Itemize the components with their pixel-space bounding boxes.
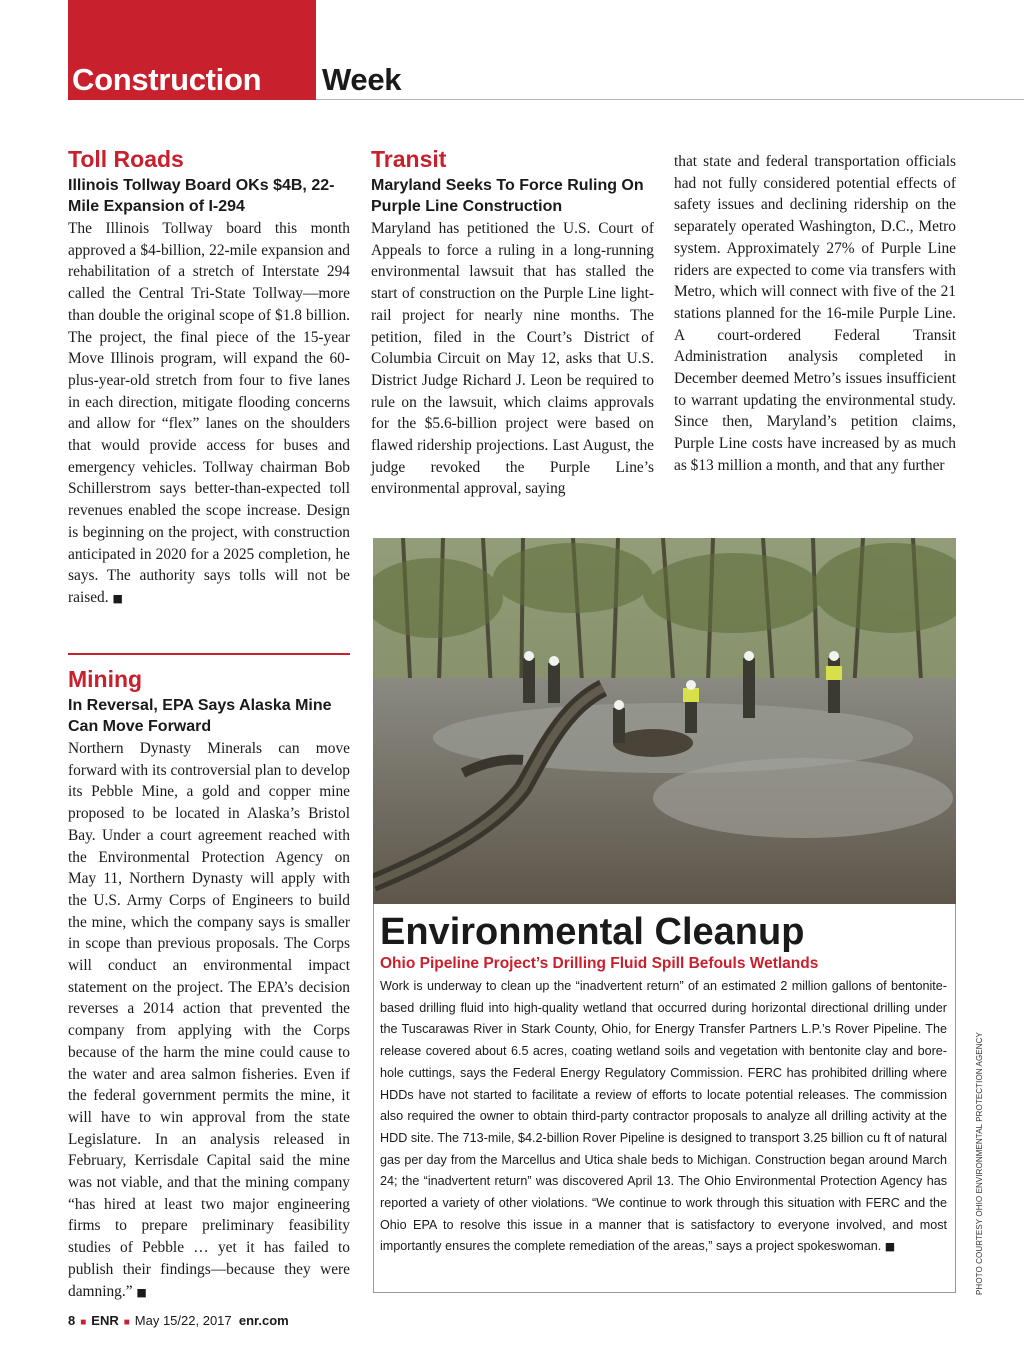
footer-separator-icon: ■: [123, 1317, 130, 1328]
transit-article: [371, 146, 654, 500]
section-title-construction: Construction: [72, 62, 262, 97]
environmental-cleanup-title: Environmental Cleanup: [380, 911, 805, 953]
transit-headline: Maryland Seeks To Force Ruling On Purple Line Construction: [371, 177, 644, 215]
toll-roads-article: [68, 146, 350, 610]
transit-category: Transit: [371, 146, 447, 172]
section-title-week: Week: [322, 62, 402, 97]
end-mark-icon: ■: [884, 1240, 896, 1254]
mining-category: Mining: [68, 666, 143, 692]
environmental-cleanup-subtitle: Ohio Pipeline Project’s Drilling Fluid Spill Befouls Wetlands: [380, 955, 819, 972]
transit-body-part2: that state and federal transportation officials had not fully considered potential effects of safety issues and declining ridership on the separately operated Washington, D.C., Metro system. Approximately 27% of Purple Line riders are expected to come via transfers with Metro, which will connect with five of the 21 stations planned for the 16-mile Purple Line. A court-ordered Federal Transit Administration analysis completed in December deemed Metro’s issues insufficient to warrant updating the environmental study. Since then, Maryland’s petition claims, Purple Line costs have increased by as much as $13 million a month, and that any further: [674, 153, 956, 474]
header-divider: [316, 99, 1024, 100]
section-divider: [68, 653, 350, 655]
mining-body: Northern Dynasty Minerals can move forward with its controversial plan to develop its Pebble Mine, a gold and copper mine proposed to be located in Alaska’s Bristol Bay. Under a court agreement reached with the Environmental Protection Agency on May 11, Northern Dynasty will apply with the U.S. Army Corps of Engineers to build the mine, which the company says is smaller in scope than previous proposals. The Corps will conduct an environmental impact statement on the project. The EPA’s decision reverses a 2014 action that prevented the company from applying with the Corps because of the harm the mine could cause to the water and area salmon fisheries. Even if the federal government permits the mine, it will have to win approval from the state Legislature. In an analysis released in February, Kerrisdale Capital said the mine was not viable, and that the mining company “has hired at least two major engineering firms to prepare preliminary feasibility studies of Pebble … yet it has failed to publish their findings—because they were damning.” ■: [68, 740, 350, 1300]
toll-roads-body: The Illinois Tollway board this month approved a $4-billion, 22-mile expansion and rehabilitation of a stretch of Interstate 294 called the Central Tri-State Tollway—more than double the original scope of $1.8 billion. The project, the final piece of the 15-year Move Illinois program, will expand the 60-plus-year-old stretch from four to five lanes in each direction, mitigate flooding concerns and allow for “flex” lanes on the shoulders that would provide access for buses and emergency vehicles. Tollway chairman Bob Schillerstrom says better-than-expected toll revenues enabled the scope increase. Design is beginning on the project, with construction anticipated in 2020 for a 2025 completion, he says. The authority says tolls will not be raised. ■: [68, 220, 350, 606]
toll-roads-category: Toll Roads: [68, 146, 184, 172]
transit-body-part1: Maryland has petitioned the U.S. Court of Appeals to force a ruling in a long-running environmental lawsuit that has stalled the start of construction on the Purple Line light-rail project for nearly nine months. The petition, filed in the Court’s District of Columbia Circuit on May 12, asks that U.S. District Judge Richard J. Leon be required to rule on the lawsuit, which claims approvals for the $5.6-billion project were based on flawed ridership projections. Last August, the judge revoked the Purple Line’s environmental approval, saying: [371, 220, 654, 498]
footer-separator-icon: ■: [80, 1317, 87, 1328]
mining-headline: In Reversal, EPA Says Alaska Mine Can Move Forward: [68, 697, 332, 735]
wetland-cleanup-photo: [373, 538, 956, 904]
end-mark-icon: ■: [136, 1285, 147, 1299]
page-number: 8: [68, 1313, 76, 1328]
website-link[interactable]: enr.com: [238, 1313, 289, 1328]
photo-credit: PHOTO COURTESY OHIO ENVIRONMENTAL PROTECTION AGENCY: [975, 1032, 984, 1295]
environmental-cleanup-body: Work is underway to clean up the “inadvertent return” of an estimated 2 million gallons of bentonite-based drilling fluid into high-quality wetland that occurred during horizontal directional drilling under the Tuscarawas River in Stark County, Ohio, for Energy Transfer Partners L.P.’s Rover Pipeline. The release covered about 6.5 acres, coating wetland soils and vegetation with bentonite clay and bore-hole cuttings, says the Federal Energy Regulatory Commission. FERC has prohibited drilling where HDDs have not started to facilitate a review of efforts to locate potential releases. The commission also required the owner to obtain third-party contractor proposals to analyze all drilling activity at the HDD site. The 713-mile, $4.2-billion Rover Pipeline is designed to transport 3.25 billion cu ft of natural gas per day from the Marcellus and Utica shale beds to Michigan. Construction began around March 24; the “inadvertent return” was discovered April 13. The Ohio Environmental Protection Agency has reported a variety of other violations. “We continue to work through this situation with FERC and the Ohio EPA to resolve this issue in a manner that is satisfactory to everyone involved, and most importantly ensures the complete remediation of the areas,” says a project spokeswoman. ■: [380, 979, 947, 1254]
issue-date: May 15/22, 2017: [134, 1313, 232, 1328]
page-footer: [68, 1313, 289, 1328]
transit-continuation: [674, 151, 956, 477]
magazine-name: ENR: [91, 1313, 119, 1328]
end-mark-icon: ■: [112, 591, 123, 605]
toll-roads-headline: Illinois Tollway Board OKs $4B, 22-Mile Expansion of I-294: [68, 177, 335, 215]
mining-article: [68, 666, 350, 1303]
